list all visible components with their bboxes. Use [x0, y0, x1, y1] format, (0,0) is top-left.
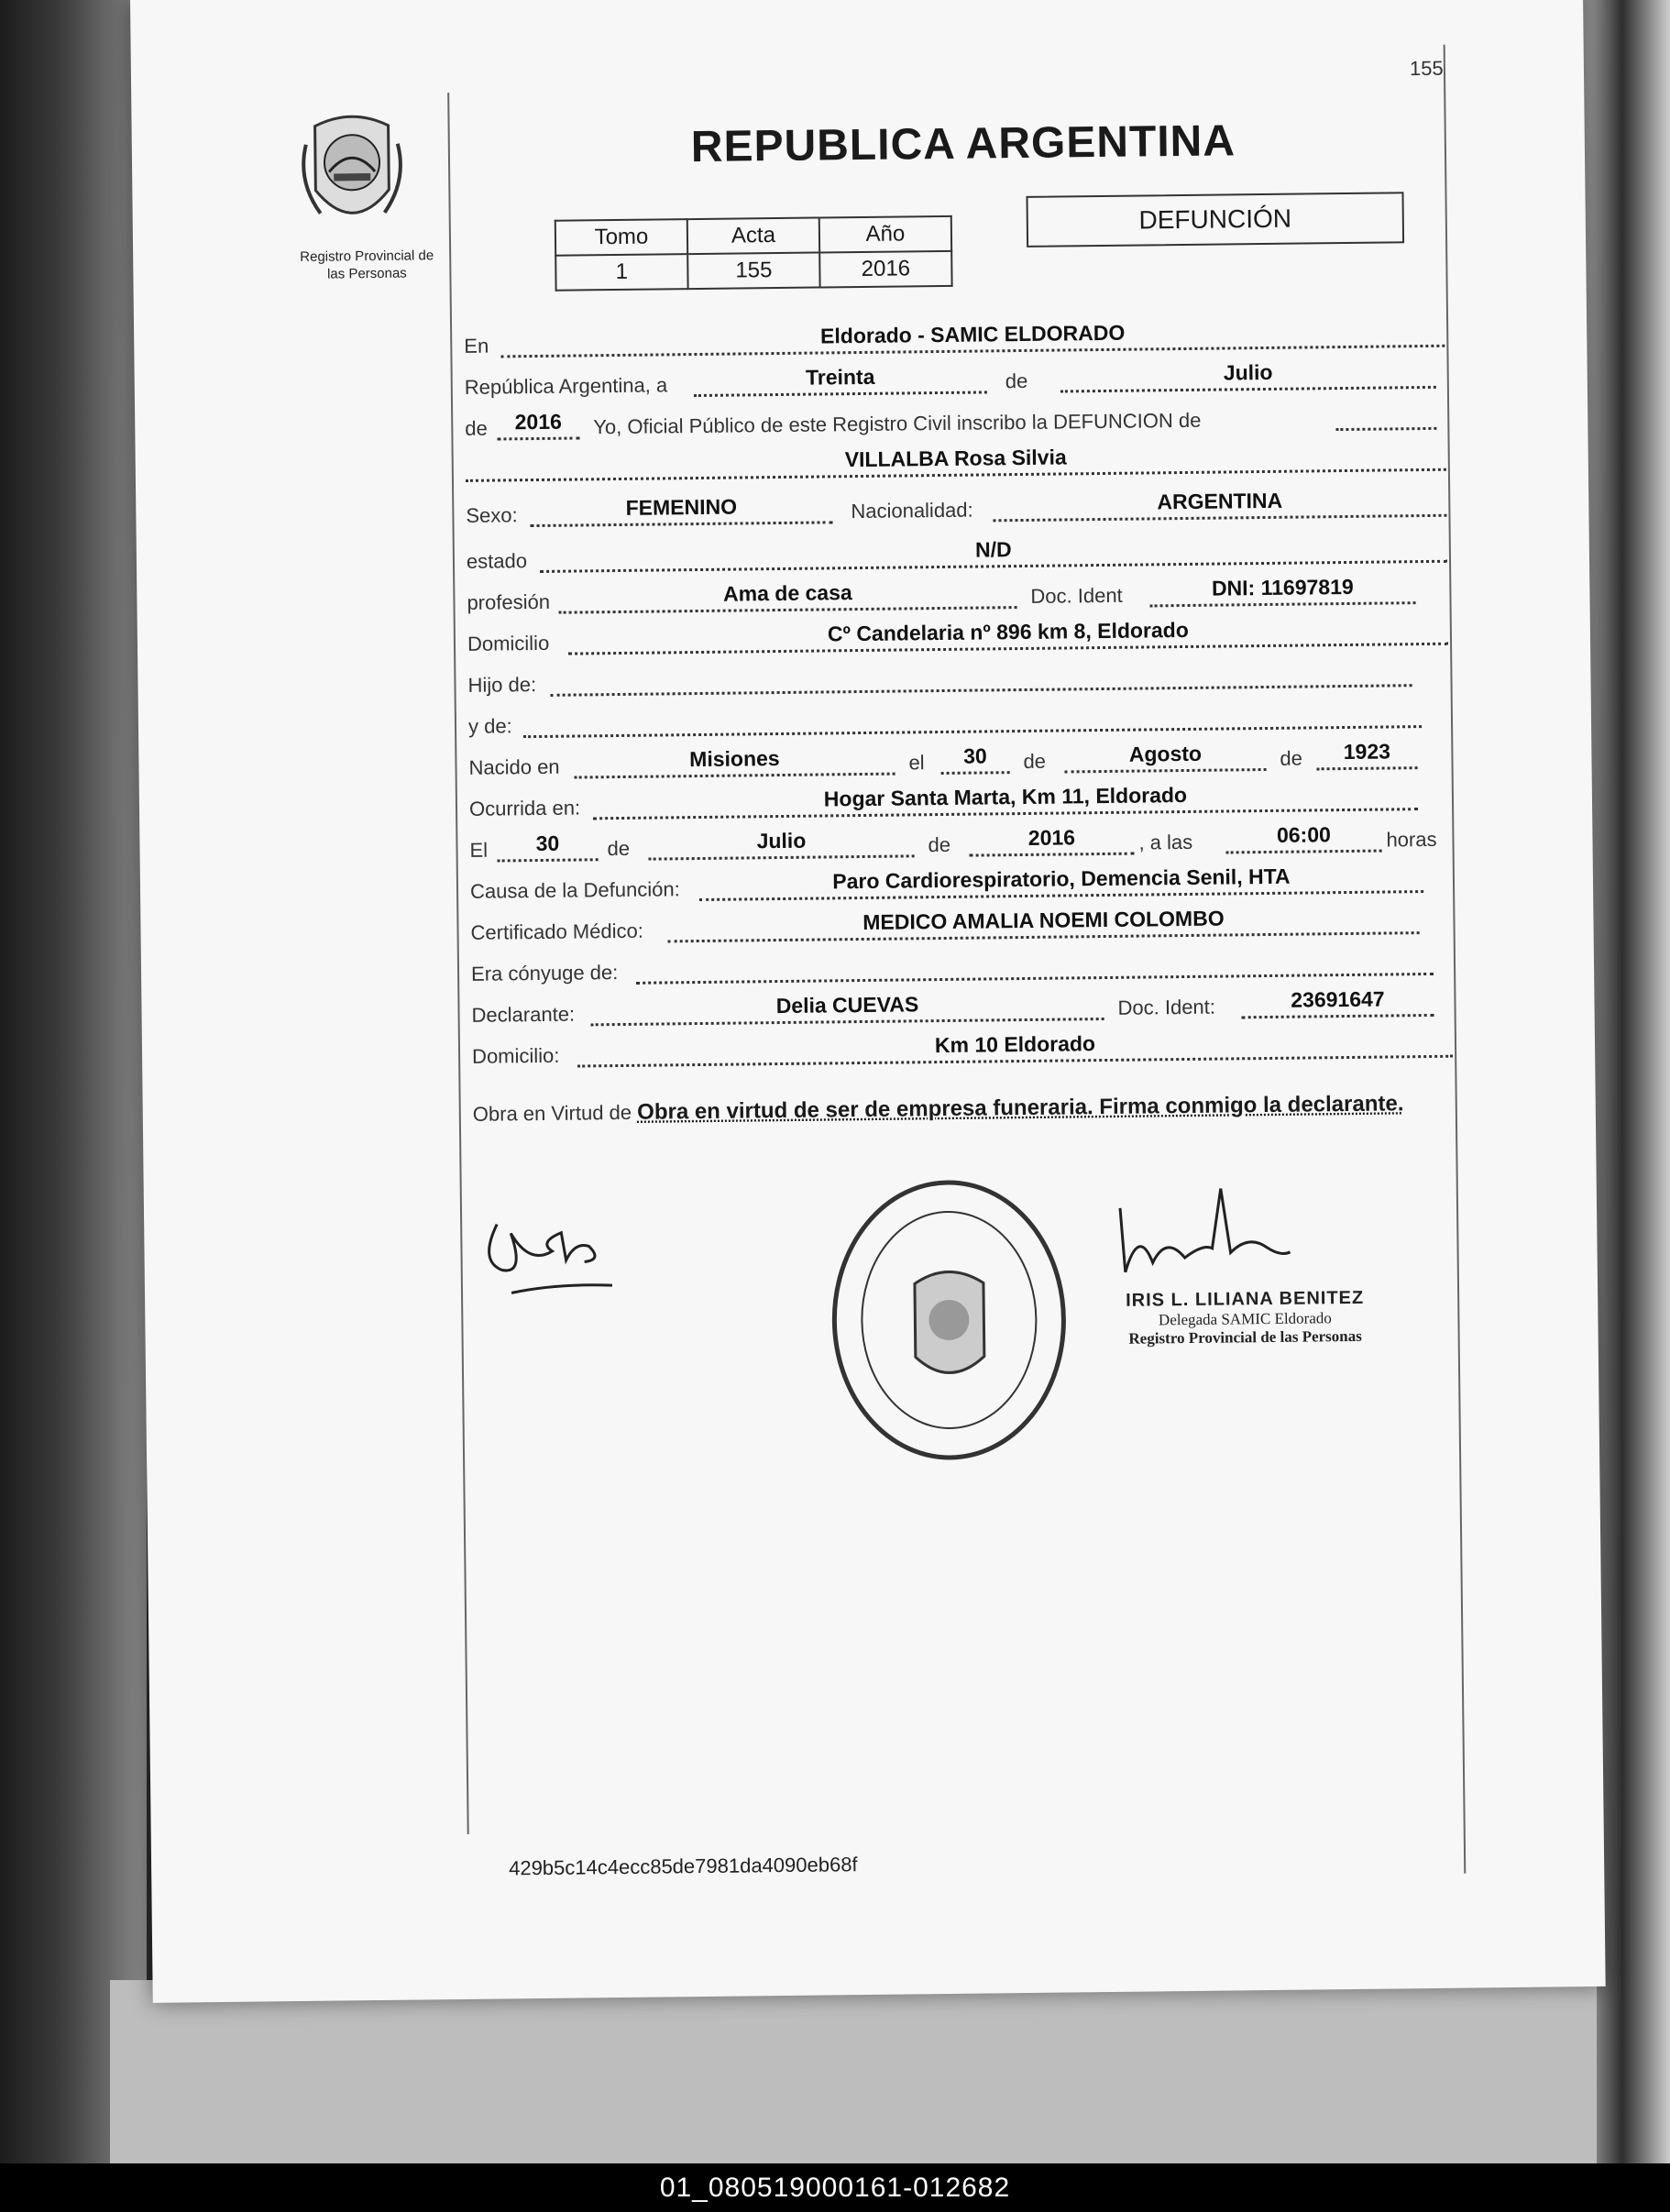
value-hijo	[550, 656, 1412, 697]
declarant-signature-icon	[474, 1205, 631, 1307]
label-de: de	[1005, 369, 1028, 393]
registry-label	[275, 247, 458, 283]
label-domicilio: Domicilio	[467, 631, 550, 655]
value-sexo: FEMENINO	[530, 493, 832, 527]
page-number: 155	[1409, 56, 1444, 81]
label-declarante: Declarante:	[471, 1002, 576, 1027]
value-profesion: Ama de casa	[558, 578, 1016, 614]
label-estado: estado	[466, 549, 528, 573]
value-name: VILLALBA Rosa Silvia	[466, 441, 1446, 482]
value-causa: Paro Cardiorespiratorio, Demencia Senil, HTA	[699, 863, 1423, 901]
value-doc-ident: DNI: 11697819	[1149, 574, 1415, 607]
value-death-month: Julio	[648, 827, 914, 860]
value-death-time: 06:00	[1225, 822, 1381, 854]
value-death-year: 2016	[969, 825, 1134, 857]
value-birth-year: 1923	[1316, 739, 1417, 770]
value-en: Eldorado - SAMIC ELDORADO	[500, 317, 1445, 358]
row-domicilio2	[472, 1021, 1453, 1069]
label-hijo: Hijo de:	[467, 673, 537, 697]
official-signature-icon	[1111, 1179, 1304, 1291]
row-ocurrida	[469, 774, 1450, 821]
label-en: En	[464, 334, 489, 358]
label-yde: y de:	[467, 714, 512, 738]
row-nacido	[468, 732, 1449, 780]
label-ocurrida: Ocurrida en:	[468, 796, 581, 820]
row-declarante	[471, 980, 1452, 1028]
row-en	[464, 311, 1445, 358]
value-ocurrida: Hogar Santa Marta, Km 11, Eldorado	[593, 780, 1418, 820]
header-tomo: Tomo	[555, 219, 687, 256]
value-domicilio: Cº Candelaria nº 896 km 8, Eldorado	[568, 615, 1448, 655]
coat-of-arms-icon	[296, 107, 408, 237]
label-republica: República Argentina, a	[464, 373, 668, 399]
official-office: Registro Provincial de las Personas	[1128, 1326, 1362, 1348]
value-declarante: Delia CUEVAS	[590, 990, 1104, 1026]
row-conyuge	[471, 939, 1452, 986]
label-el: el	[908, 751, 925, 775]
value-nacionalidad: ARGENTINA	[993, 487, 1446, 523]
background-left	[0, 0, 147, 2163]
value-death-day: 30	[497, 831, 598, 862]
official-role: Delegada SAMIC Eldorado	[1158, 1309, 1332, 1329]
header-ano: Año	[819, 216, 951, 253]
value-nacido: Misiones	[574, 745, 895, 779]
label-profesion: profesión	[467, 589, 551, 614]
row-domicilio	[467, 609, 1448, 656]
official-seal-icon	[827, 1172, 1073, 1468]
value-month: Julio	[1060, 358, 1436, 393]
value-obra: Obra en virtud de ser de empresa funeraria. Firma conmigo la declarante.	[637, 1091, 1404, 1125]
row-estado	[467, 526, 1447, 574]
value-domicilio2: Km 10 Eldorado	[577, 1028, 1453, 1068]
label-domicilio2: Domicilio:	[471, 1043, 560, 1068]
value-birth-month: Agosto	[1064, 741, 1266, 773]
official-block	[1107, 1288, 1383, 1348]
label-de5: de	[607, 836, 631, 861]
value-yde	[523, 698, 1422, 738]
label-de3: de	[1023, 749, 1047, 773]
label-conyuge: Era cónyuge de:	[470, 961, 619, 985]
row-fecha-defuncion	[469, 815, 1450, 863]
label-doc-ident2: Doc. Ident:	[1117, 995, 1216, 1019]
label-doc-ident: Doc. Ident	[1030, 583, 1123, 608]
label-de6: de	[928, 832, 951, 857]
value-conyuge	[636, 945, 1434, 985]
value-day-word: Treinta	[694, 363, 987, 397]
footer-id: 01_080519000161-012682	[0, 2163, 1670, 2212]
registry-label-line2: las Personas	[326, 265, 407, 282]
registry-label-line1: Registro Provincial de	[300, 248, 434, 265]
value-acta: 155	[687, 252, 819, 289]
label-obra: Obra en Virtud de	[472, 1100, 632, 1126]
label-nacido: Nacido en	[468, 754, 560, 779]
row-certificado	[470, 897, 1451, 945]
official-name: IRIS L. LILIANA BENITEZ	[1126, 1287, 1365, 1311]
value-year: 2016	[497, 409, 579, 440]
value-certificado: MEDICO AMALIA NOEMI COLOMBO	[667, 904, 1419, 942]
header-acta: Acta	[687, 217, 819, 254]
row-sexo	[466, 480, 1446, 528]
document-hash: 429b5c14c4ecc85de7981da4090eb68f	[509, 1853, 858, 1880]
value-birth-day: 30	[940, 743, 1009, 775]
row-yde	[468, 691, 1449, 739]
certificate-page	[130, 0, 1606, 2003]
record-table	[555, 215, 953, 292]
label-causa: Causa de la Defunción:	[469, 877, 680, 903]
label-alas: , a las	[1138, 830, 1193, 854]
document-type-box: DEFUNCIÓN	[1026, 192, 1404, 248]
label-el2: El	[469, 838, 489, 862]
label-de4: de	[1280, 746, 1303, 770]
value-doc-ident2: 23691647	[1241, 986, 1434, 1018]
label-certificado: Certificado Médico:	[470, 919, 644, 944]
row-year	[465, 393, 1445, 441]
label-nacionalidad: Nacionalidad:	[851, 498, 973, 523]
value-ano: 2016	[819, 251, 951, 288]
row-obra	[473, 1085, 1445, 1133]
row-hijo	[467, 650, 1448, 698]
label-horas: horas	[1386, 827, 1437, 852]
value-estado: N/D	[540, 533, 1447, 573]
label-sexo: Sexo:	[466, 503, 518, 527]
label-de2: de	[465, 416, 488, 440]
value-blank	[1335, 400, 1436, 431]
label-oficial: Yo, Oficial Público de este Registro Civil inscribo la DEFUNCION de	[593, 408, 1202, 439]
row-profesion	[467, 567, 1447, 615]
row-name	[466, 435, 1446, 482]
value-tomo: 1	[555, 254, 687, 291]
row-causa	[470, 856, 1451, 904]
row-fecha	[465, 352, 1445, 400]
background-bottom	[110, 1980, 1597, 2163]
page-title: REPUBLICA ARGENTINA	[690, 116, 1236, 172]
